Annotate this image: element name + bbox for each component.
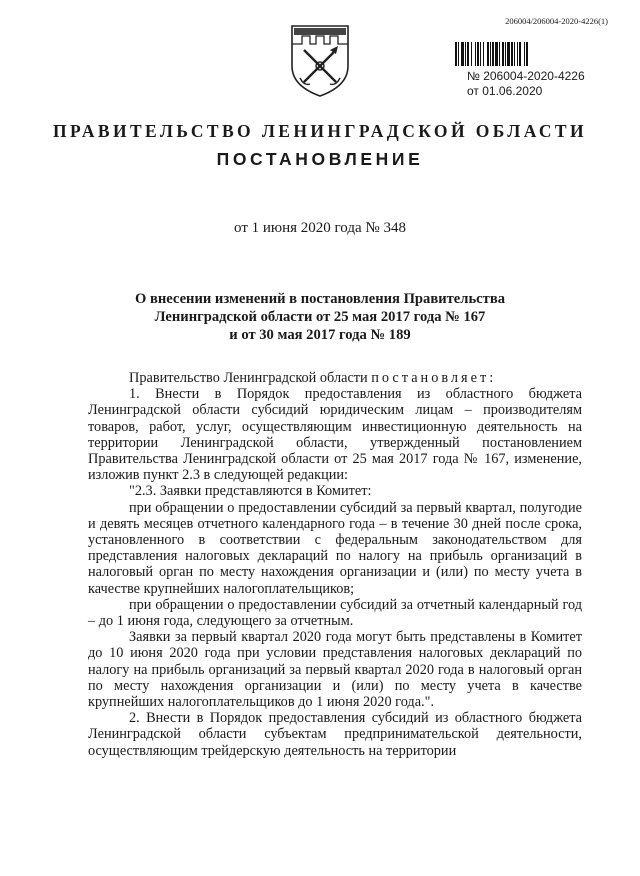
decree-body — [88, 370, 582, 759]
document-kind: ПОСТАНОВЛЕНИЕ — [216, 149, 424, 169]
paragraph-1: 1. Внести в Порядок предоставления из областного бюджета Ленинградской области субсидий юридическим лицам – производителям товаров, работ, услуг, осуществляющим инвестиционную деятельность на территории Ленинградской области, утвержденный постановлением Правительства Ленинградской области от 25 мая 2017 года № 167, изменение, изложив пункт 2.3 в следующей редакции: — [88, 386, 582, 484]
decree-title — [100, 290, 540, 344]
paragraph-2: 2. Внести в Порядок предоставления субсидий из областного бюджета Ленинградской области субъектам предпринимательской деятельности, осуществляющим трейдерскую деятельность на территории — [88, 710, 582, 759]
government-title: ПРАВИТЕЛЬСТВО ЛЕНИНГРАДСКОЙ ОБЛАСТИ — [52, 121, 588, 141]
title-line-2: Ленинградской области от 25 мая 2017 года № 167 — [154, 309, 486, 325]
barcode-image — [455, 42, 553, 66]
coat-of-arms-emblem — [286, 22, 354, 98]
quote-first-case: при обращении о предоставлении субсидий за первый квартал, полугодие и девять месяцев отчетного календарного года – в течение 30 дней после срока, установленного в соответствии с федеральным законодательством для представления налоговых деклараций по налогу на прибыль организаций в налоговый орган по месту нахождения организации и (или) по месту учета в качестве крупнейших налогоплательщиков; — [88, 499, 582, 597]
intro-verb: постановляет: — [371, 370, 497, 386]
quote-second-case: при обращении о предоставлении субсидий за отчетный календарный год – до 1 июня года, следующего за отчетным. — [88, 596, 582, 630]
intro-subject: Правительство Ленинградской области — [129, 370, 368, 386]
quote-first-quarter: Заявки за первый квартал 2020 года могут быть представлены в Комитет до 10 июня 2020 года при условии представления налоговых деклараций по налогу на прибыль организаций за первый квартал 2020 года в налоговый орган по месту нахождения организации и (или) по месту учета в качестве крупнейших налогоплательщиков до 1 июня 2020 года.". — [88, 629, 582, 711]
title-line-1: О внесении изменений в постановления Правительства — [134, 291, 506, 307]
quote-start: "2.3. Заявки представляются в Комитет: — [129, 483, 372, 500]
document-id: 206004/206004-2020-4226(1) — [505, 16, 608, 26]
intro-paragraph — [88, 370, 582, 386]
decree-date-number: от 1 июня 2020 года № 348 — [234, 220, 406, 236]
registration-number: № 206004-2020-4226 — [467, 69, 585, 83]
registration-date: от 01.06.2020 — [467, 84, 543, 98]
title-line-3: и от 30 мая 2017 года № 189 — [229, 327, 411, 343]
